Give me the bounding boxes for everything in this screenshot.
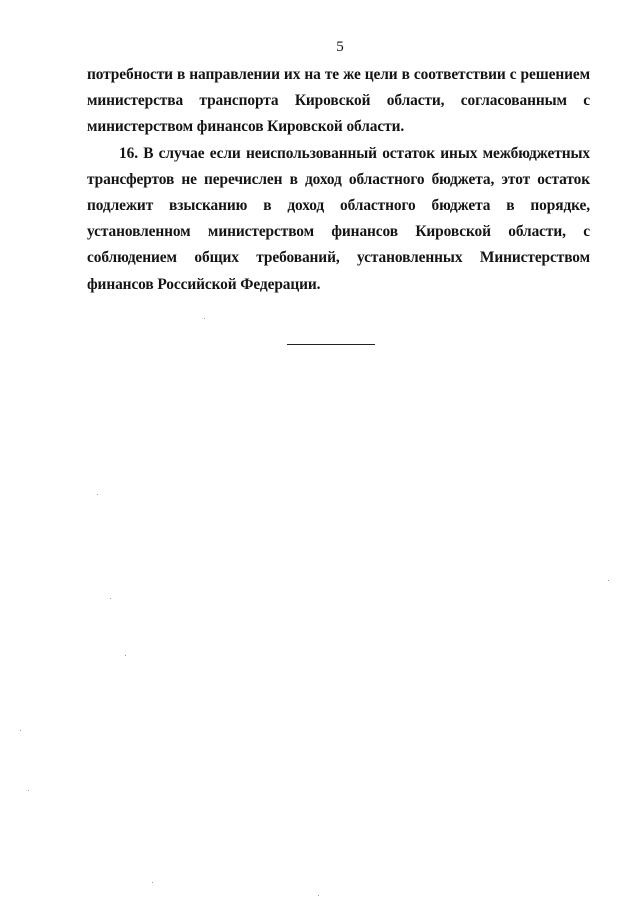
scan-speck [20, 730, 21, 731]
scan-speck [125, 655, 126, 656]
scan-speck [110, 598, 111, 599]
scan-speck [28, 790, 29, 791]
scan-speck [97, 494, 98, 495]
scan-speck [152, 882, 153, 883]
scan-speck [608, 580, 609, 581]
page-number: 5 [336, 39, 344, 55]
scan-speck [318, 895, 319, 896]
document-body [87, 62, 590, 298]
paragraph-continuation: потребности в направлении их на те же цели в соответствии с решением министерства транспорта Кировской области, согласованным с министерством финансов Кировской области. [87, 66, 590, 136]
paragraph-16: 16. В случае если неиспользованный остаток иных межбюджетных трансфертов не перечислен в доход областного бюджета, этот остаток подлежит взысканию в доход областного бюджета в порядке, установленном министерством финансов Кировской области, с соблюдением общих требований, установленных Министерством финансов Российской Федерации. [87, 144, 590, 293]
scan-speck [204, 318, 205, 319]
end-of-text-rule [287, 344, 375, 345]
